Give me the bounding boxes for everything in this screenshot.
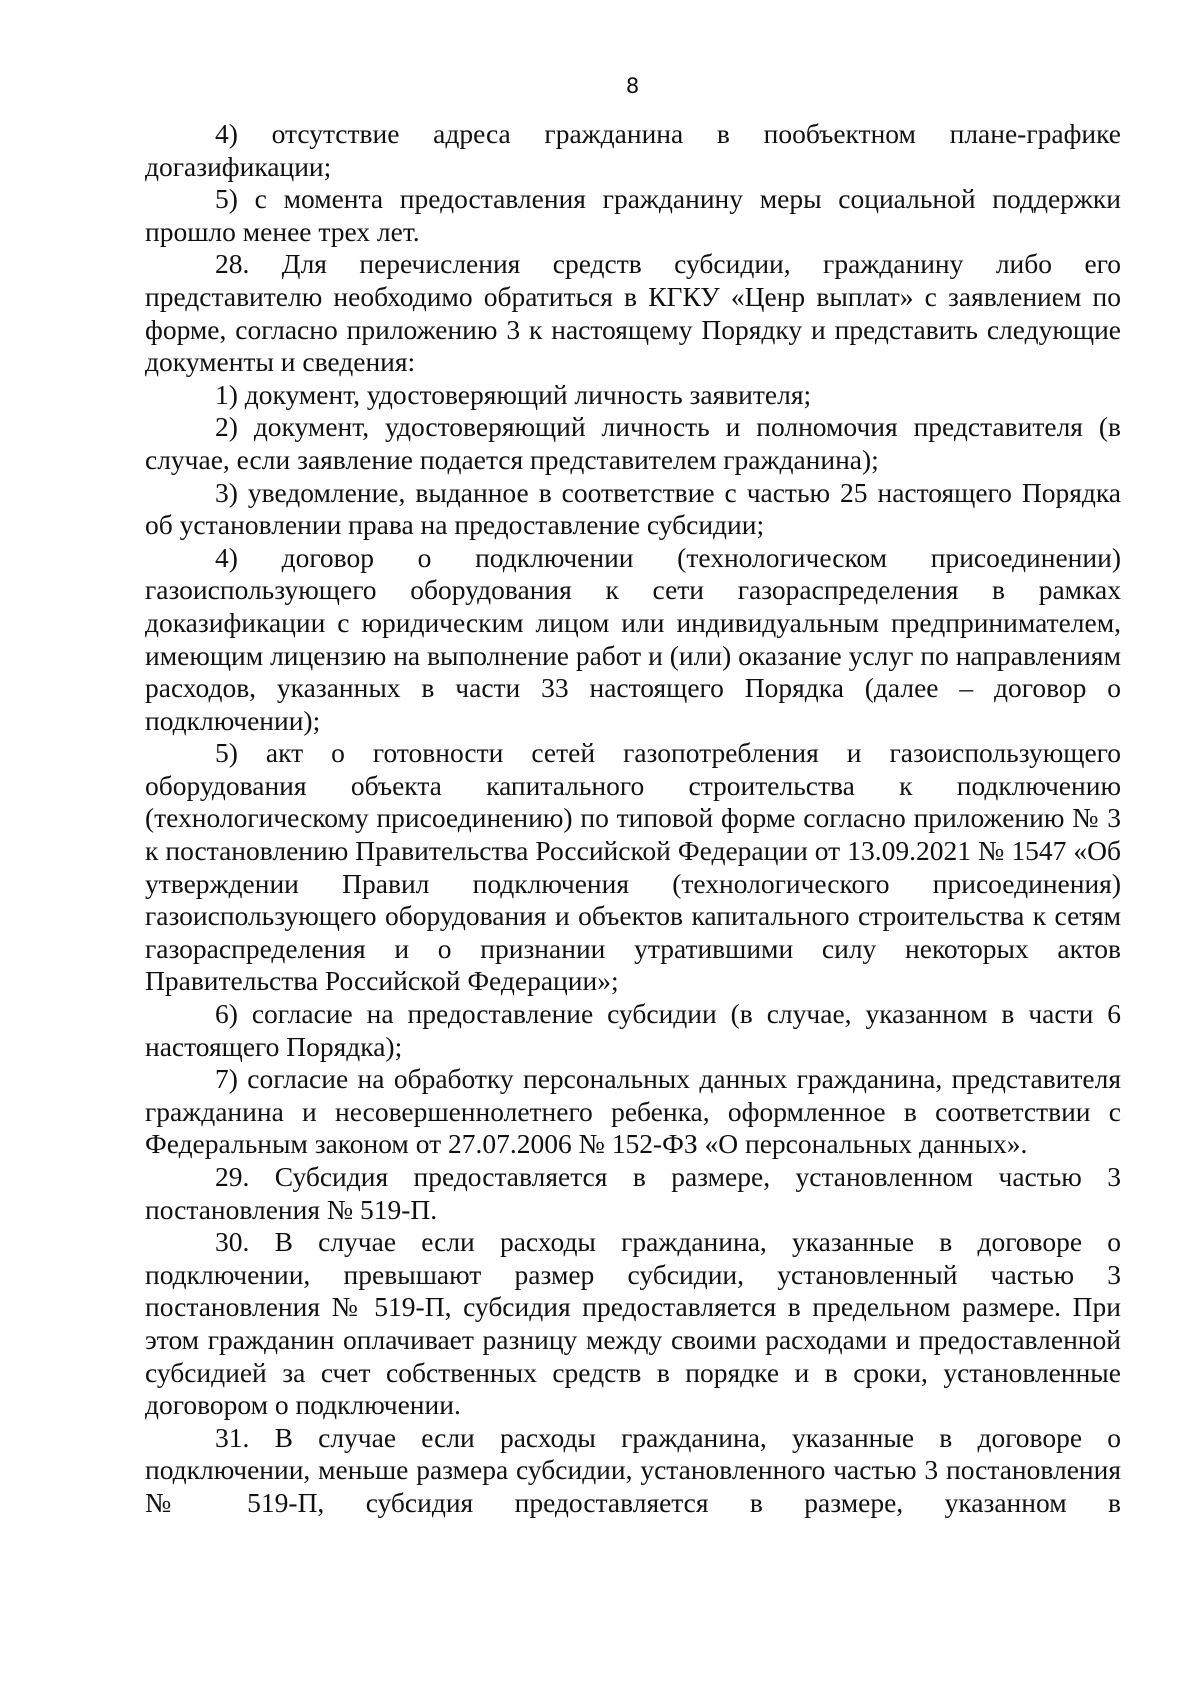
paragraph-doc-5: 5) акт о готовности сетей газопотребления и газоиспользующего оборудования объекта капитального строительства к подключению (технологическому присоединению) по типовой форме согласно приложению № 3 к постановлению Правительства Российской Федерации от 13.09.2021 № 1547 «Об утверждении Правил подключения (технологического присоединения) газоиспользующего оборудования и объектов капитального строительства к сетям газораспределения и о признании утратившими силу некоторых актов Правительства Российской Федерации»; — [145, 737, 1121, 997]
paragraph-29: 29. Субсидия предоставляется в размере, установленном частью 3 постановления № 519-П. — [145, 1161, 1121, 1225]
paragraph-doc-7: 7) согласие на обработку персональных данных гражданина, представителя гражданина и несовершеннолетнего ребенка, оформленное в соответствии с Федеральным законом от 27.07.2006 № 152-ФЗ «О персональных данных». — [145, 1063, 1121, 1160]
paragraph-31: 31. В случае если расходы гражданина, указанные в договоре о подключении, меньше размера субсидии, установленного частью 3 постановления № 519-П, субсидия предоставляется в размере, указанном в — [145, 1421, 1121, 1518]
paragraph-doc-2: 2) документ, удостоверяющий личность и полномочия представителя (в случае, если заявление подается представителем гражданина); — [145, 411, 1121, 475]
paragraph-doc-6: 6) согласие на предоставление субсидии (в случае, указанном в части 6 настоящего Порядка); — [145, 998, 1121, 1062]
document-body — [145, 118, 1121, 1520]
page-number: 8 — [625, 74, 640, 98]
paragraph-doc-4: 4) договор о подключении (технологическом присоединении) газоиспользующего оборудования к сети газораспределения в рамках доказификации с юридическим лицом или индивидуальным предпринимателем, имеющим лицензию на выполнение работ и (или) оказание услуг по направлениям расходов, указанных в части 33 настоящего Порядка (далее – договор о подключении); — [145, 541, 1121, 736]
paragraph-28: 28. Для перечисления средств субсидии, гражданину либо его представителю необходимо обратиться в КГКУ «Ценр выплат» с заявлением по форме, согласно приложению 3 к настоящему Порядку и представить следующие документы и сведения: — [145, 248, 1121, 378]
paragraph-item-4-address: 4) отсутствие адреса гражданина в пообъектном плане-графике догазификации; — [145, 118, 1121, 182]
paragraph-30: 30. В случае если расходы гражданина, указанные в договоре о подключении, превышают размер субсидии, установленный частью 3 постановления № 519-П, субсидия предоставляется в предельном размере. При этом гражданин оплачивает разницу между своими расходами и предоставленной субсидией за счет собственных средств в порядке и в сроки, установленные договором о подключении. — [145, 1226, 1121, 1421]
paragraph-doc-3: 3) уведомление, выданное в соответствие с частью 25 настоящего Порядка об установлении права на предоставление субсидии; — [145, 476, 1121, 541]
paragraph-doc-1: 1) документ, удостоверяющий личность заявителя; — [215, 378, 812, 410]
paragraph-item-5-three-years: 5) с момента предоставления гражданину меры социальной поддержки прошло менее трех лет. — [145, 183, 1121, 247]
